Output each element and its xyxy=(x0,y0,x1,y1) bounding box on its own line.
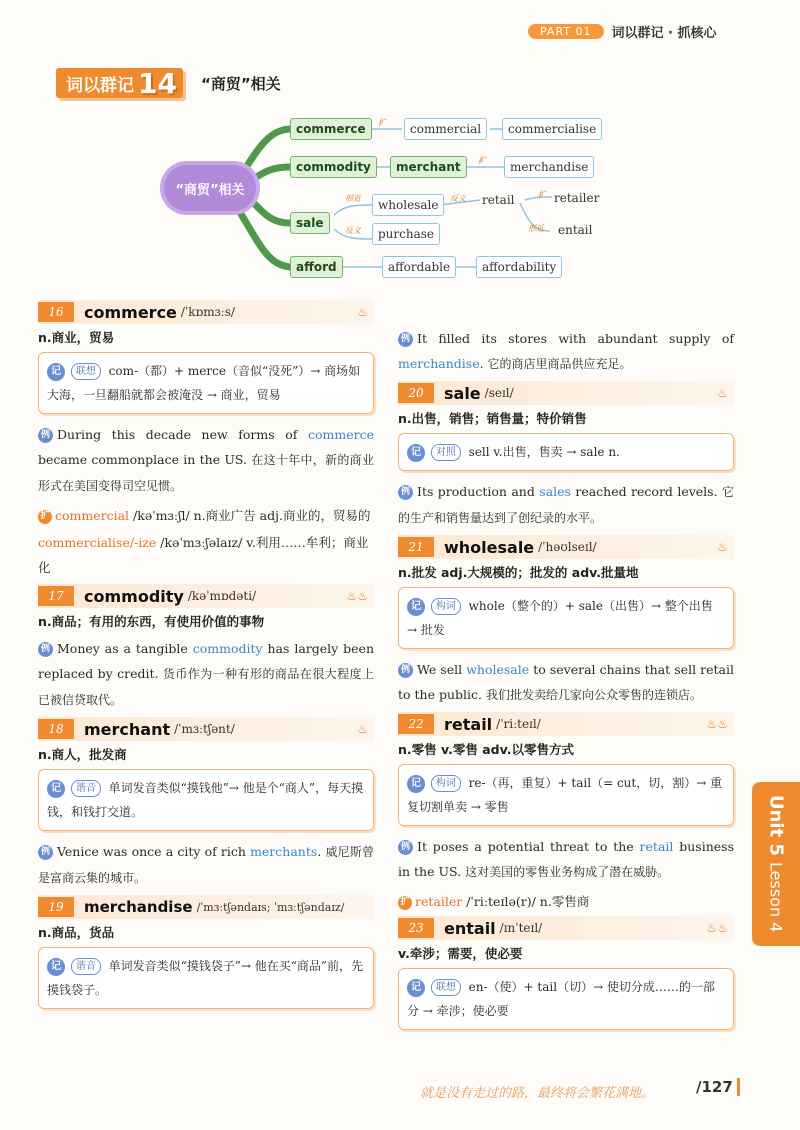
example-text: Its production and xyxy=(417,484,540,499)
expand-icon: 扩 xyxy=(38,510,52,524)
entry-header-entail xyxy=(398,916,734,940)
tip-icon: 记 xyxy=(47,363,65,381)
entry-definition: n.出售，销售；销售量；特价销售 xyxy=(398,411,587,426)
group-number: 14 xyxy=(138,66,177,100)
tip-text: re-（再，重复）+ tail（= cut，切，割）→ 重复切割单卖 → 零售 xyxy=(407,776,723,814)
example-icon: 例 xyxy=(38,845,53,860)
leaf-affordability: affordability xyxy=(476,256,562,278)
tip-icon: 记 xyxy=(407,598,425,616)
example-keyword: commerce xyxy=(307,427,374,442)
flame-icon: ♨♨ xyxy=(346,589,368,603)
page-number: /127 xyxy=(696,1078,740,1096)
flame-icon: ♨ xyxy=(717,540,728,554)
tip-type: 联想 xyxy=(431,979,461,996)
entry-number: 22 xyxy=(398,714,434,734)
node-merchant: merchant xyxy=(390,156,467,178)
tip-icon: 记 xyxy=(47,958,65,976)
example-keyword: wholesale xyxy=(466,662,530,677)
derivative-word: retailer xyxy=(415,894,463,909)
tip-type: 对照 xyxy=(431,444,461,461)
tip-text: sell v.出售，售卖 → sale n. xyxy=(468,445,620,459)
example-translation: 它的商店里商品供应充足。 xyxy=(487,357,632,371)
entry-word: commerce xyxy=(84,302,177,322)
example-text: reached record levels. xyxy=(570,484,722,499)
entry-header-merchandise xyxy=(38,895,374,919)
entry-phonetic: /kəˈmɒdəti/ xyxy=(187,589,257,603)
tip-icon: 记 xyxy=(407,775,425,793)
entry-word: sale xyxy=(444,383,481,403)
example-sentence xyxy=(398,657,734,708)
node-afford: afford xyxy=(290,256,343,278)
entry-header-sale xyxy=(398,381,734,405)
tip-icon: 记 xyxy=(407,979,425,997)
entry-number: 17 xyxy=(38,586,74,606)
example-icon: 例 xyxy=(38,642,53,657)
example-icon: 例 xyxy=(398,840,413,855)
tip-type: 构词 xyxy=(431,775,461,792)
example-translation: 威尼斯曾是富商云集的城市。 xyxy=(38,845,374,885)
entry-header-commodity xyxy=(38,584,374,608)
memory-tip-box xyxy=(398,968,734,1030)
flame-icon: ♨♨ xyxy=(706,717,728,731)
example-text: business in the US. xyxy=(398,839,734,879)
leaf-entail: entail xyxy=(558,223,593,237)
leaf-retailer: retailer xyxy=(554,191,600,205)
entry-definition: n.批发 adj.大规模的；批发的 adv.批量地 xyxy=(398,565,639,580)
example-icon: 例 xyxy=(38,428,53,443)
page-header xyxy=(528,22,717,40)
unit-label: Unit 5 xyxy=(765,795,787,857)
example-text: We sell xyxy=(417,662,467,677)
example-sentence xyxy=(38,422,374,499)
leaf-wholesale: wholesale xyxy=(372,194,444,216)
leaf-merchandise: merchandise xyxy=(504,156,594,178)
tip-text: 单词发音类似“摸钱袋子”→ 他在买“商品”前，先摸钱袋子。 xyxy=(47,959,364,997)
lesson-label: Lesson 4 xyxy=(766,862,786,933)
leaf-commercialise: commercialise xyxy=(502,118,602,140)
tag-expand: 扩 xyxy=(538,190,546,199)
entry-phonetic: /ˈhəʊlseɪl/ xyxy=(538,540,597,554)
node-commodity: commodity xyxy=(290,156,377,178)
tip-text: com-（都）+ merce（音似“没死”）→ 商场如大海，一旦翻船就都会被淹没 → 商业，贸易 xyxy=(47,364,361,402)
entry-definition: n.商品；有用的东西，有使用价值的事物 xyxy=(38,614,265,629)
derivative-commercial xyxy=(38,503,374,528)
tip-type: 谐音 xyxy=(71,958,101,975)
group-theme: “商贸”相关 xyxy=(200,74,281,93)
group-label-box xyxy=(56,68,183,98)
entry-phonetic: /ˈkɒmɜːs/ xyxy=(180,305,235,319)
entry-phonetic: /ɪnˈteɪl/ xyxy=(499,921,543,935)
derivative-retailer xyxy=(398,889,734,914)
example-translation: 它的生产和销售量达到了创纪录的水平。 xyxy=(398,485,734,525)
example-keyword: commodity xyxy=(192,641,263,656)
entry-definition: n.商人，批发商 xyxy=(38,747,127,762)
entry-word: merchandise xyxy=(84,898,193,916)
example-text: It poses a potential threat to the xyxy=(417,839,640,854)
entry-definition: n.零售 v.零售 adv.以零售方式 xyxy=(398,742,574,757)
example-keyword: retail xyxy=(639,839,674,854)
tip-icon: 记 xyxy=(407,444,425,462)
example-translation: 这对美国的零售业务构成了潜在威胁。 xyxy=(465,865,670,879)
derivative-word: commercialise/-ize xyxy=(38,535,157,550)
entry-phonetic: /ˈmɜːtʃəndaɪs; ˈmɜːtʃəndaɪz/ xyxy=(196,900,345,914)
tip-text: 单词发音类似“摸钱他”→ 他是个“商人”，每天摸钱，和钱打交道。 xyxy=(47,781,364,819)
tag-antonym: 反义 xyxy=(345,226,361,235)
example-text: It filled its stores with abundant supply of xyxy=(417,331,734,346)
tag-near: 形近 xyxy=(528,224,544,233)
tag-expand: 扩 xyxy=(478,156,486,165)
example-text: to several chains that sell retail to the public. xyxy=(398,662,734,702)
tip-icon: 记 xyxy=(47,780,65,798)
example-text: During this decade new forms of xyxy=(57,427,308,442)
entry-phonetic: /seɪl/ xyxy=(484,386,514,400)
flame-icon: ♨ xyxy=(357,305,368,319)
node-commerce: commerce xyxy=(290,118,372,140)
example-sentence xyxy=(398,479,734,531)
entry-number: 23 xyxy=(398,918,434,938)
example-keyword: sales xyxy=(539,484,571,499)
flame-icon: ♨♨ xyxy=(706,921,728,935)
example-icon: 例 xyxy=(398,332,413,347)
memory-tip-box xyxy=(38,947,374,1009)
tip-type: 联想 xyxy=(71,363,101,380)
left-column xyxy=(38,300,374,1017)
entry-phonetic: /ˈriːteɪl/ xyxy=(496,717,541,731)
entry-number: 18 xyxy=(38,719,74,739)
derivative-commercialise xyxy=(38,530,374,580)
example-text: Money as a tangible xyxy=(57,641,193,656)
example-keyword: merchants xyxy=(250,844,318,859)
derivative-info: /kəˈmɜːʃl/ n.商业广告 adj.商业的，贸易的 xyxy=(129,508,371,523)
memory-tip-box xyxy=(38,352,374,414)
tip-text: whole（整个的）+ sale（出售）→ 整个出售 → 批发 xyxy=(407,599,713,637)
example-translation: 我们批发卖给几家向公众零售的连锁店。 xyxy=(485,688,702,702)
example-text: became commonplace in the US. xyxy=(38,452,252,467)
example-sentence xyxy=(38,839,374,891)
entry-word: entail xyxy=(444,918,496,938)
mind-map-center: “商贸”相关 xyxy=(164,165,256,211)
example-sentence xyxy=(398,834,734,885)
entry-header-retail xyxy=(398,712,734,736)
derivative-info: /ˈriːteɪlə(r)/ n.零售商 xyxy=(462,894,590,909)
example-sentence xyxy=(38,636,374,713)
flame-icon: ♨ xyxy=(357,722,368,736)
example-translation: 货币作为一种有形的商品在很大程度上已被信贷取代。 xyxy=(38,667,374,707)
example-sentence-merchandise xyxy=(398,326,734,377)
leaf-affordable: affordable xyxy=(382,256,456,278)
memory-tip-box xyxy=(398,764,734,826)
section-title: 词以群记 · 抓核心 xyxy=(611,25,717,41)
tag-near: 形近 xyxy=(345,194,361,203)
tip-text: en-（使）+ tail（切）→ 使切分成……的一部分 → 牵涉；使必要 xyxy=(407,980,715,1018)
part-label: PART 01 xyxy=(528,24,604,39)
entry-word: commodity xyxy=(84,586,184,606)
derivative-info: /kəˈmɜːʃəlaɪz/ v.利用……牟利；商业化 xyxy=(38,535,369,575)
entry-number: 16 xyxy=(38,302,74,322)
entry-header-commerce xyxy=(38,300,374,324)
entry-word: retail xyxy=(444,714,493,734)
memory-tip-box xyxy=(398,433,734,471)
example-icon: 例 xyxy=(398,663,413,678)
tag-expand: 扩 xyxy=(378,118,386,127)
memory-tip-box xyxy=(398,587,734,649)
flame-icon: ♨ xyxy=(717,386,728,400)
expand-icon: 扩 xyxy=(398,896,412,910)
entry-number: 21 xyxy=(398,537,434,557)
tip-type: 构词 xyxy=(431,598,461,615)
example-keyword: merchandise xyxy=(398,356,480,371)
memory-tip-box xyxy=(38,769,374,831)
entry-phonetic: /ˈmɜːtʃənt/ xyxy=(174,722,235,736)
example-text: . xyxy=(479,356,488,371)
example-text: . xyxy=(317,844,326,859)
tag-antonym: 反义 xyxy=(450,194,466,203)
footer-motto: 就是没有走过的路，最终将会繁花满地。 xyxy=(420,1086,655,1101)
right-column xyxy=(398,322,734,1038)
entry-definition: n.商业，贸易 xyxy=(38,330,115,345)
example-translation: 在这十年中，新的商业形式在美国变得司空见惯。 xyxy=(38,453,374,493)
tip-type: 谐音 xyxy=(71,780,101,797)
leaf-commercial: commercial xyxy=(404,118,487,140)
entry-number: 19 xyxy=(38,897,74,917)
entry-header-merchant xyxy=(38,717,374,741)
entry-word: merchant xyxy=(84,719,171,739)
entry-number: 20 xyxy=(398,383,434,403)
leaf-retail: retail xyxy=(482,193,515,207)
example-text: has largely been replaced by credit. xyxy=(38,641,374,681)
entry-definition: n.商品，货品 xyxy=(38,925,115,940)
entry-header-wholesale xyxy=(398,535,734,559)
example-text: Venice was once a city of rich xyxy=(57,844,251,859)
derivative-word: commercial xyxy=(55,508,130,523)
entry-word: wholesale xyxy=(444,537,535,557)
node-sale: sale xyxy=(290,212,330,234)
leaf-purchase: purchase xyxy=(372,223,440,245)
word-group-badge xyxy=(56,66,281,100)
example-icon: 例 xyxy=(398,485,413,500)
unit-side-tab[interactable] xyxy=(752,782,800,946)
group-label: 词以群记 xyxy=(66,75,134,96)
entry-definition: v.牵涉；需要，使必要 xyxy=(398,946,523,961)
mind-map xyxy=(150,105,620,290)
